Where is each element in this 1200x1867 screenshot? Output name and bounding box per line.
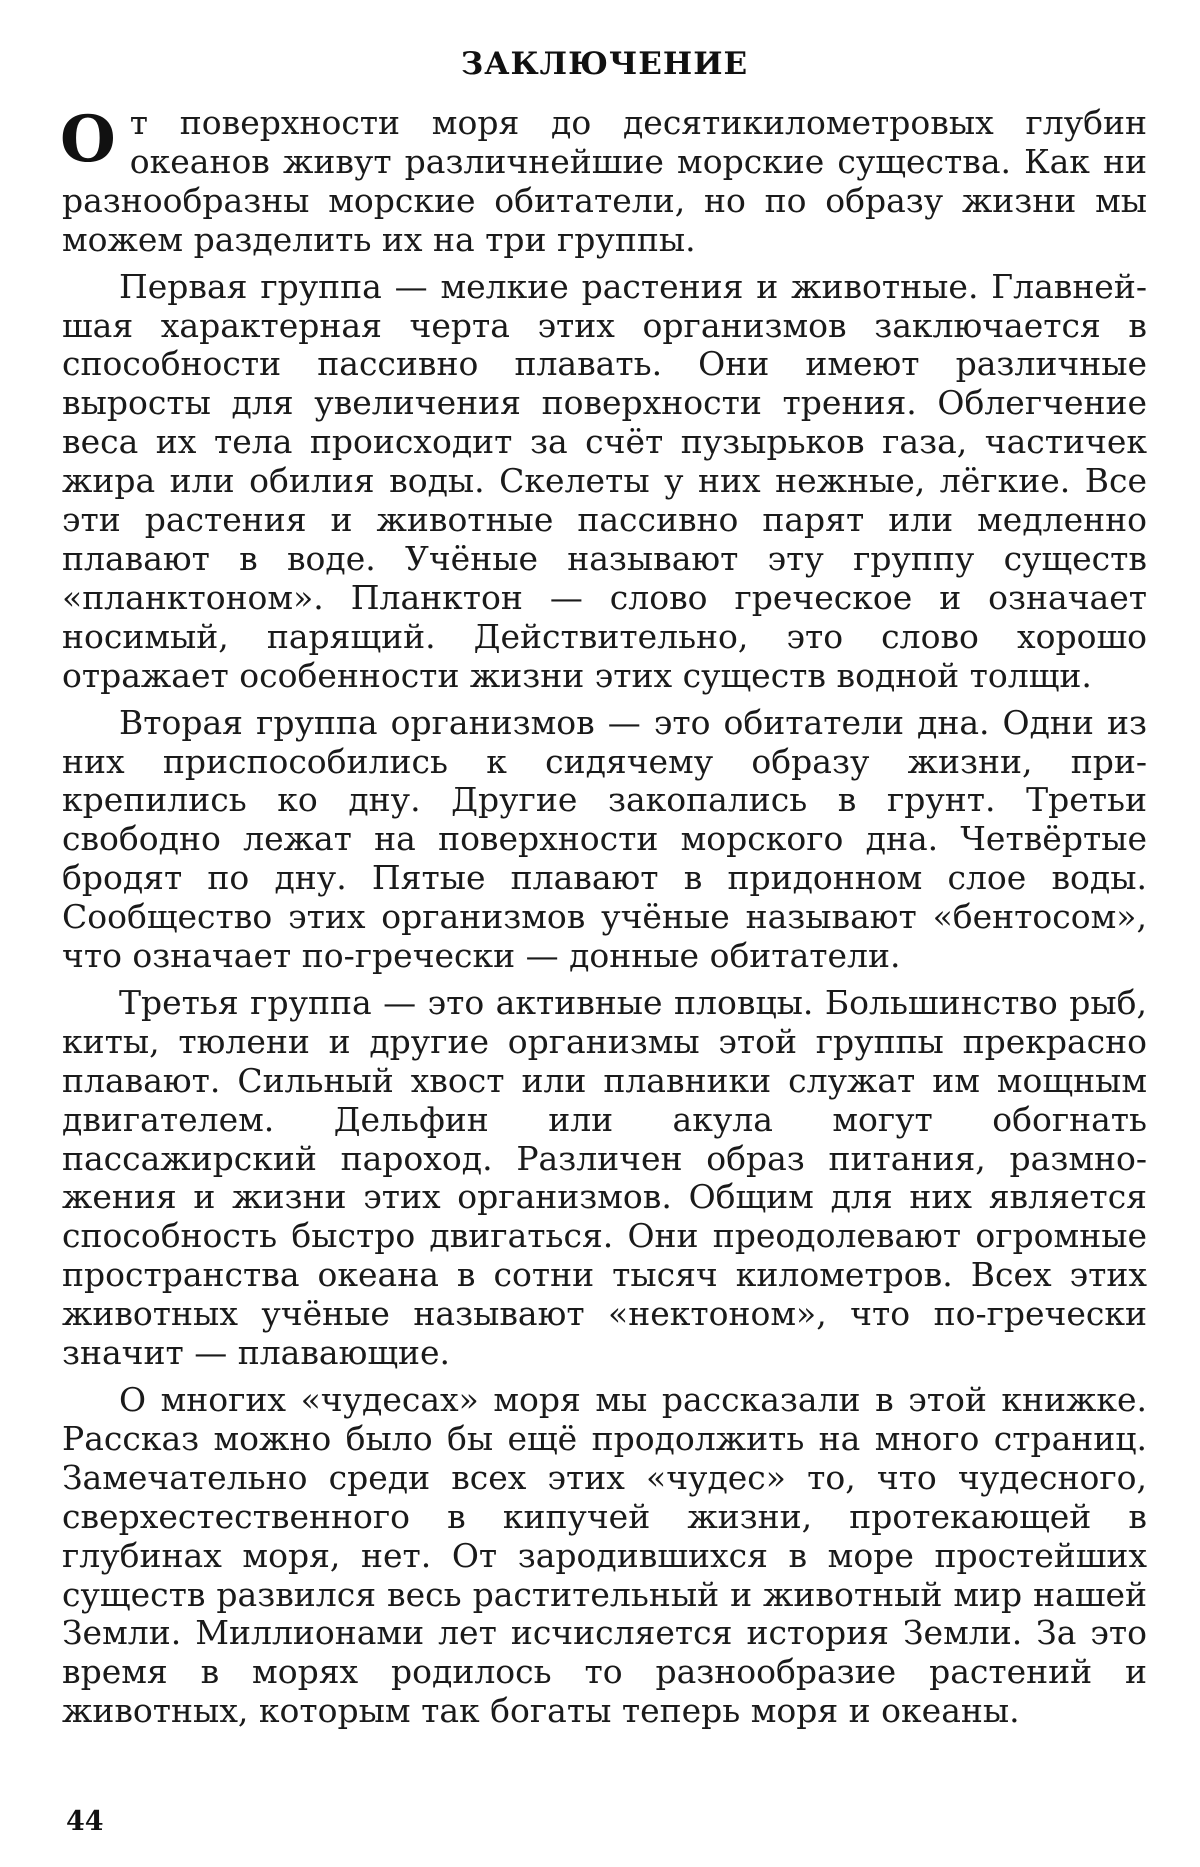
paragraph-1 (62, 104, 1147, 260)
paragraph-3: Вторая группа организмов — это обитатели дна. Одни из них приспособились к сидячему образу жизни, прикрепились ко дну. Другие закопались в грунт. Третьи свободно лежат на поверхности морского дна. Четвёртые бродят по дну. Пятые плавают в придонном слое воды. Сообщество этих организмов учёные называют «бентосом», что означает по-гречески — донные обитатели. (62, 702, 1147, 976)
chapter-title: ЗАКЛЮЧЕНИЕ (460, 46, 749, 82)
paragraph-1-text: т поверхности моря до десятикилометровых глубин океанов живут различнейшие морские существа. Как ни разнообразны морские обитатели, но по образу жизни мы можем разделить их на три группы. (62, 103, 1147, 259)
paragraph-5: О многих «чудесах» моря мы рассказали в этой книжке. Рассказ можно было бы ещё продолжить на много страниц. Замечательно среди всех этих «чудес» то, что чудесного, сверхестественного в кипучей жизни, протекающей в глубинах моря, нет. От зародившихся в море простейших существ развился весь растительный и животный мир нашей Земли. Миллионами лет исчисляется история Земли. За это время в морях родилось то разнообразие растений и животных, которым так богаты теперь моря и океаны. (62, 1380, 1147, 1731)
paragraph-2: Первая группа — мелкие растения и животные. Главнейшая характерная черта этих организмов заключается в способности пассивно плавать. Они имеют различные выросты для увеличения поверхности трения. Облегчение веса их тела происходит за счёт пузырьков газа, частичек жира или обилия воды. Скелеты у них нежные, лёгкие. Все эти растения и животные пассивно парят или медленно плавают в воде. Учёные называют эту группу существ «планктоном». Планктон — слово греческое и означает носимый, парящий. Действительно, это слово хорошо отражает особенности жизни этих существ водной толщи. (62, 266, 1147, 695)
page-number: 44 (66, 1806, 104, 1837)
paragraph-4: Третья группа — это активные пловцы. Большинство рыб, киты, тюлени и другие организмы этой группы прекрасно плавают. Сильный хвост или плавники служат им мощным двигателем. Дельфин или акула могут обогнать пассажирский пароход. Различен образ питания, размножения и жизни этих организмов. Общим для них является способность быстро двигаться. Они преодолевают огромные пространства океана в сотни тысяч километров. Всех этих животных учёные называют «нектоном», что по-гречески значит — плавающие. (62, 982, 1147, 1373)
drop-cap: О (60, 102, 116, 177)
document-page (62, 40, 1147, 1739)
